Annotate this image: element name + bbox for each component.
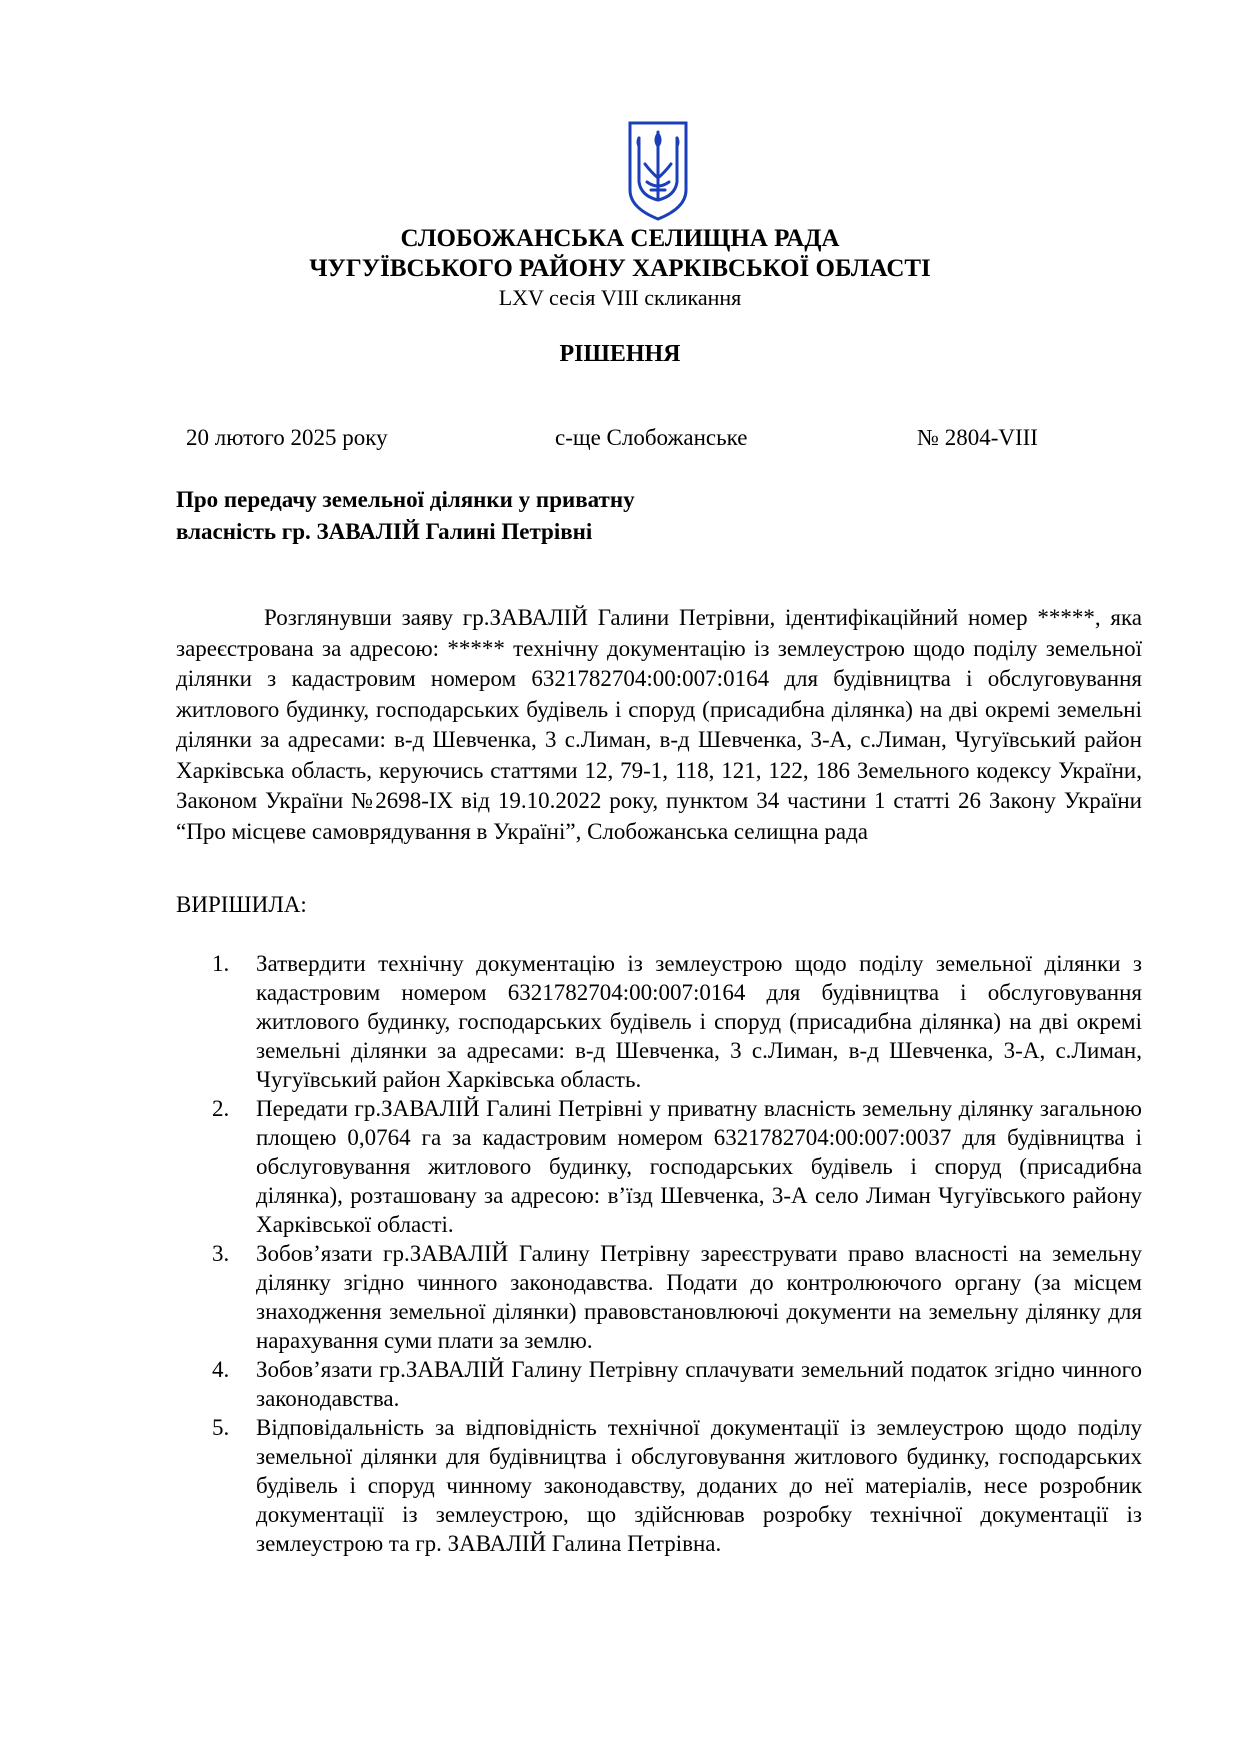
item-text: Затвердити технічну документацію із землеустрою щодо поділу земельної ділянки з кадастровим номером 6321782704:00:007:0164 для будівництва і обслуговування житлового будинку, господарських будівель і споруд (присадибна ділянка) на дві окремі земельні ділянки за адресами: в-д Шевченка, 3 с.Лиман, в-д Шевченка, 3-А, с.Лиман, Чугуївський район Харківська область.: [256, 951, 1142, 1092]
resolution-items: [176, 949, 1142, 1558]
council-name-line1: СЛОБОЖАНСЬКА СЕЛИЩНА РАДА: [400, 225, 840, 252]
document-type-title: РІШЕННЯ: [559, 341, 681, 367]
council-name: [0, 224, 1240, 284]
item-number: 3.: [212, 1241, 230, 1266]
decision-number: № 2804-VIII: [917, 425, 1038, 450]
subject-line2: власність гр. ЗАВАЛІЙ Галині Петрівні: [176, 519, 593, 544]
list-item: [176, 1094, 1142, 1239]
item-text: Зобов’язати гр.ЗАВАЛІЙ Галину Петрівну зареєструвати право власності на земельну ділянку згідно чинного законодавства. Подати до контролюючого органу (за місцем знаходження земельної ділянки) правовстановлюючі документи на земельну ділянку для нарахування суми плати за землю.: [256, 1241, 1142, 1353]
resolved-label: ВИРІШИЛА:: [176, 892, 307, 917]
subject-line1: Про передачу земельної ділянки у приватну: [176, 487, 635, 512]
item-text: Передати гр.ЗАВАЛІЙ Галині Петрівні у приватну власність земельну ділянку загальною площею 0,0764 га за кадастровим номером 6321782704:00:007:0037 для будівництва і обслуговування житлового будинку, господарських будівель і споруд (присадибна ділянка), розташовану за адресою: в’їзд Шевченка, 3-А село Лиман Чугуївського району Харківської області.: [256, 1096, 1142, 1237]
item-number: 2.: [212, 1096, 230, 1121]
council-name-line2: ЧУГУЇВСЬКОГО РАЙОНУ ХАРКІВСЬКОЇ ОБЛАСТІ: [309, 255, 931, 282]
list-item: [176, 949, 1142, 1094]
decision-place: с-ще Слобожанське: [555, 425, 748, 450]
item-number: 4.: [212, 1357, 230, 1382]
item-number: 1.: [212, 951, 230, 976]
item-text: Зобов’язати гр.ЗАВАЛІЙ Галину Петрівну сплачувати земельний податок згідно чинного законодавства.: [256, 1357, 1142, 1411]
coat-of-arms-trident-icon: [627, 120, 689, 222]
list-item: [176, 1413, 1142, 1558]
session-line: LXV сесія VIII скликання: [498, 285, 742, 310]
list-item: [176, 1239, 1142, 1355]
preamble-paragraph: Розглянувши заяву гр.ЗАВАЛІЙ Галини Петрівни, ідентифікаційний номер *****, яка зареєстрована за адресою: ***** технічну документацію із землеустрою щодо поділу земельної ділянки з кадастровим номером 6321782704:00:007:0164 для будівництва і обслуговування житлового будинку, господарських будівель і споруд (присадибна ділянка) на дві окремі земельні ділянки за адресами: в-д Шевченка, 3 с.Лиман, в-д Шевченка, 3-А, с.Лиман, Чугуївський район Харківська область, керуючись статтями 12, 79-1, 118, 121, 122, 186 Земельного кодексу України, Законом України №2698-ІХ від 19.10.2022 року, пунктом 34 частини 1 статті 26 Закону України “Про місцеве самоврядування в Україні”, Слобожанська селищна рада: [176, 605, 1142, 844]
item-number: 5.: [212, 1415, 230, 1440]
decision-subject: [176, 484, 635, 548]
item-text: Відповідальність за відповідність технічної документації із землеустрою щодо поділу земельної ділянки для будівництва і обслуговування житлового будинку, господарських будівель і споруд чинному законодавству, доданих до неї матеріалів, несе розробник документації із землеустрою, що здійснював розробку технічної документації із землеустрою та гр. ЗАВАЛІЙ Галина Петрівна.: [256, 1415, 1142, 1556]
decision-date: 20 лютого 2025 року: [186, 425, 388, 450]
list-item: [176, 1355, 1142, 1413]
